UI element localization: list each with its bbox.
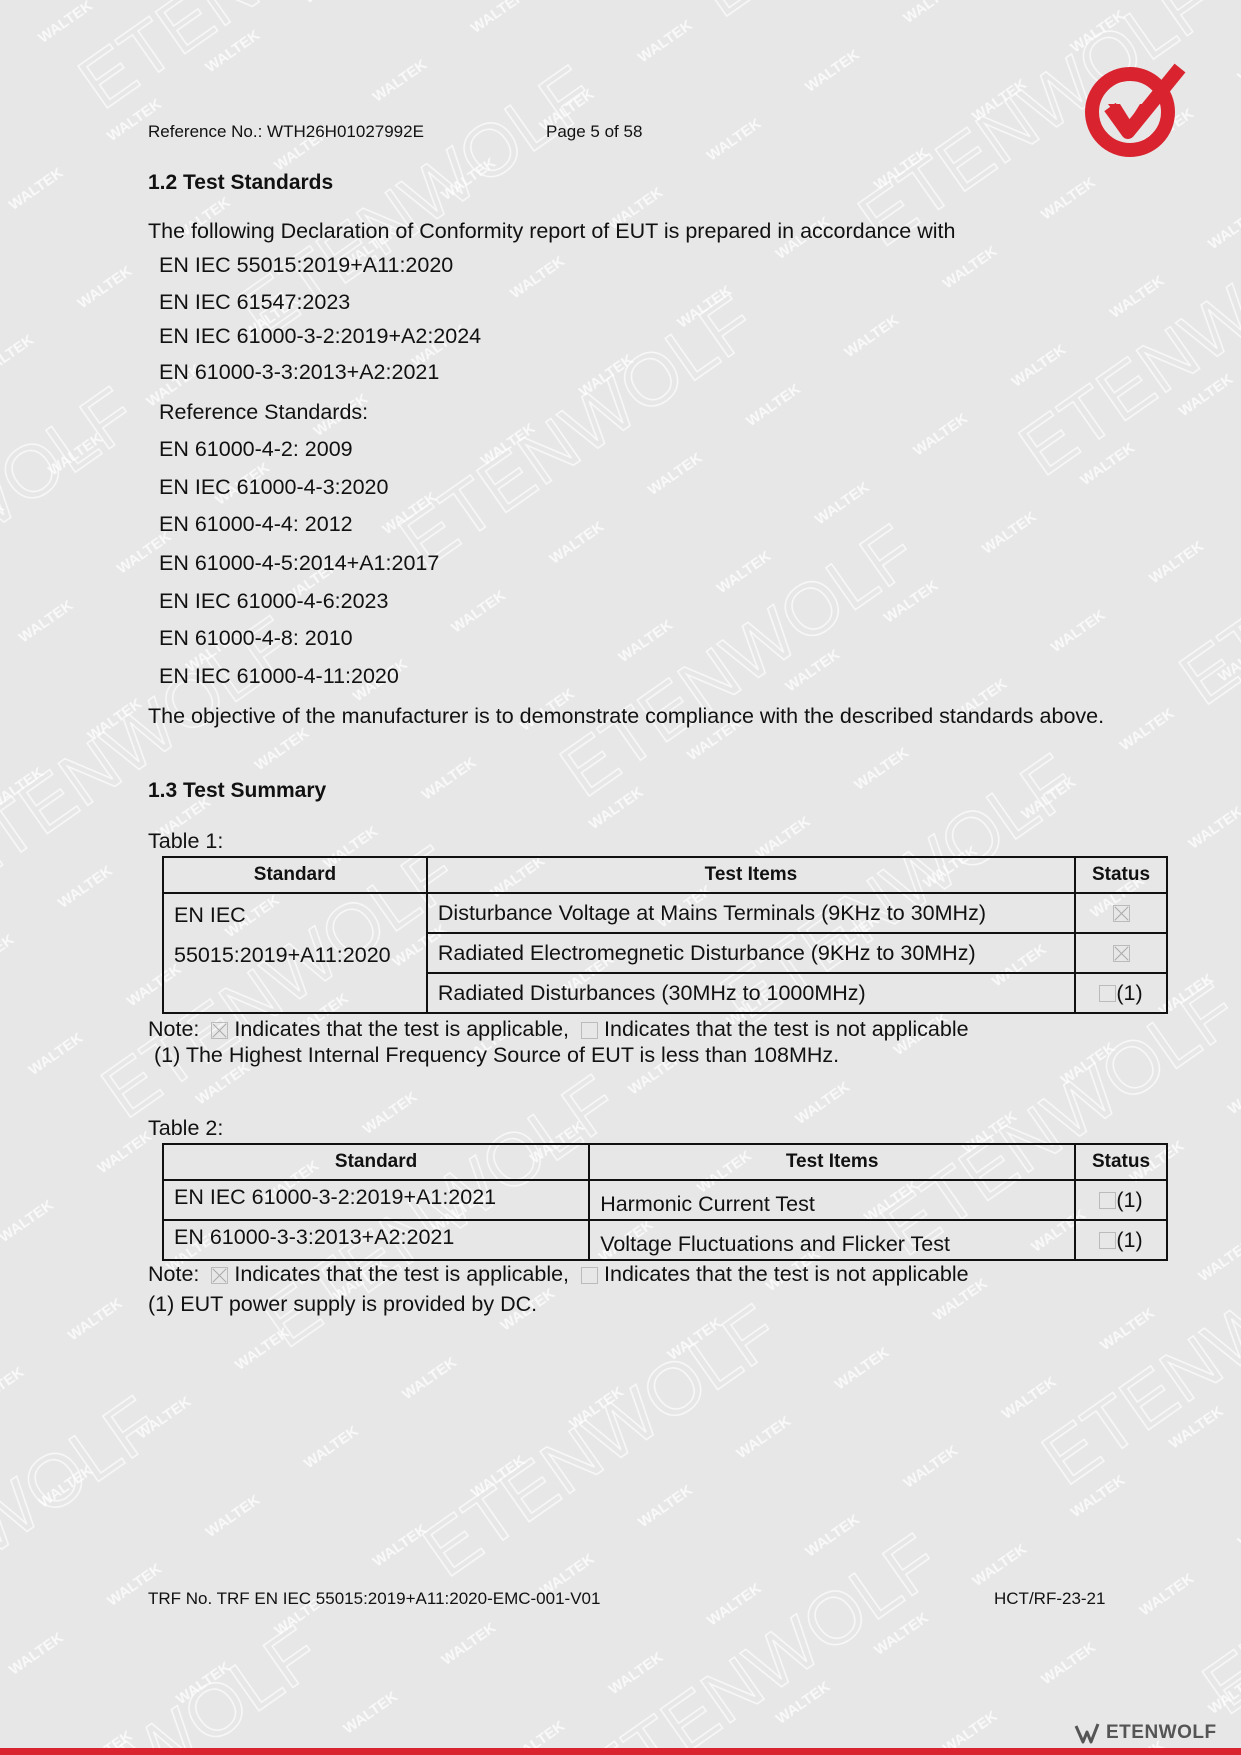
reference-standard-item: EN 61000-4-4: 2012 <box>159 512 353 536</box>
reference-standard-item: EN IEC 61000-4-6:2023 <box>159 589 389 613</box>
reference-standards-heading: Reference Standards: <box>159 400 369 424</box>
note-applicable: Indicates that the test is applicable, <box>234 1017 570 1041</box>
reference-standard-item: EN 61000-4-8: 2010 <box>159 626 353 650</box>
reference-standard-item: EN 61000-4-5:2014+A1:2017 <box>159 551 440 575</box>
reference-standard-item: EN IEC 61000-4-3:2020 <box>159 475 389 499</box>
table1-header-items: Test Items <box>427 857 1075 893</box>
table1-standard-cell <box>163 893 427 1013</box>
table1-caption: Table 1: <box>148 829 224 853</box>
section-title-summary: 1.3 Test Summary <box>148 779 327 802</box>
table1-standard-line1: EN IEC <box>174 903 246 927</box>
status-note: (1) <box>1116 1227 1143 1252</box>
table1-note <box>148 1017 969 1042</box>
note-label: Note: <box>148 1262 200 1286</box>
checked-box-icon <box>1113 945 1130 962</box>
brand-mark-icon <box>1074 1720 1100 1746</box>
table1-row-status <box>1075 893 1167 933</box>
brand-name: ETENWOLF <box>1106 1722 1217 1743</box>
table2-row-status <box>1075 1180 1167 1220</box>
table2 <box>162 1143 1168 1261</box>
standard-item: EN IEC 61547:2023 <box>159 290 351 314</box>
reference-number: Reference No.: WTH26H01027992E <box>148 122 424 141</box>
objective-text: The objective of the manufacturer is to demonstrate compliance with the described standards above. <box>148 704 1105 728</box>
table1-standard-line2: 55015:2019+A11:2020 <box>174 943 391 967</box>
table1-footnote: (1) The Highest Internal Frequency Source of EUT is less than 108MHz. <box>148 1043 840 1067</box>
table1-row-status <box>1075 973 1167 1013</box>
note-label: Note: <box>148 1017 200 1041</box>
footer-accent-bar <box>0 1748 1241 1755</box>
unchecked-box-icon <box>581 1022 598 1039</box>
page-number: Page 5 of 58 <box>546 122 643 141</box>
table2-row-item: Voltage Fluctuations and Flicker Test <box>589 1220 1075 1260</box>
section-title-standards: 1.2 Test Standards <box>148 171 334 194</box>
table1-header-standard: Standard <box>163 857 427 893</box>
unchecked-box-icon <box>581 1267 598 1284</box>
checked-box-icon <box>1113 905 1130 922</box>
note-not-applicable: Indicates that the test is not applicable <box>604 1017 969 1041</box>
standards-intro: The following Declaration of Conformity report of EUT is prepared in accordance with <box>148 219 956 243</box>
reference-standard-item: EN 61000-4-2: 2009 <box>159 437 353 461</box>
reference-standard-item: EN IEC 61000-4-11:2020 <box>159 664 399 688</box>
footer-brand <box>1074 1720 1217 1746</box>
form-code: HCT/RF-23-21 <box>994 1589 1106 1608</box>
table2-header-standard: Standard <box>163 1144 589 1180</box>
standard-item: EN IEC 55015:2019+A11:2020 <box>159 253 454 277</box>
table2-row-item: Harmonic Current Test <box>589 1180 1075 1220</box>
standard-item: EN IEC 61000-3-2:2019+A2:2024 <box>159 324 482 348</box>
table2-header-items: Test Items <box>589 1144 1075 1180</box>
note-applicable: Indicates that the test is applicable, <box>234 1262 570 1286</box>
brand-logo <box>1080 62 1190 162</box>
table1-header-status: Status <box>1075 857 1167 893</box>
unchecked-box-icon <box>1099 1232 1116 1249</box>
status-note: (1) <box>1116 1187 1143 1212</box>
table2-row-standard: EN 61000-3-3:2013+A2:2021 <box>163 1220 589 1260</box>
trf-number: TRF No. TRF EN IEC 55015:2019+A11:2020-EMC-001-V01 <box>148 1589 601 1608</box>
note-not-applicable: Indicates that the test is not applicable <box>604 1262 969 1286</box>
table2-header-status: Status <box>1075 1144 1167 1180</box>
table2-note <box>148 1262 969 1287</box>
table2-caption: Table 2: <box>148 1116 224 1140</box>
checked-box-icon <box>211 1267 228 1284</box>
unchecked-box-icon <box>1099 1192 1116 1209</box>
table1 <box>162 856 1168 1014</box>
table1-row-item: Disturbance Voltage at Mains Terminals (9KHz to 30MHz) <box>427 893 1075 933</box>
table2-row-standard: EN IEC 61000-3-2:2019+A1:2021 <box>163 1180 589 1220</box>
table1-row-item: Radiated Electromegnetic Disturbance (9KHz to 30MHz) <box>427 933 1075 973</box>
table2-footnote: (1) EUT power supply is provided by DC. <box>148 1292 538 1316</box>
status-note: (1) <box>1116 980 1143 1005</box>
table1-row-item: Radiated Disturbances (30MHz to 1000MHz) <box>427 973 1075 1013</box>
table2-row-status <box>1075 1220 1167 1260</box>
unchecked-box-icon <box>1099 985 1116 1002</box>
table1-row-status <box>1075 933 1167 973</box>
standard-item: EN 61000-3-3:2013+A2:2021 <box>159 360 440 384</box>
checked-box-icon <box>211 1022 228 1039</box>
